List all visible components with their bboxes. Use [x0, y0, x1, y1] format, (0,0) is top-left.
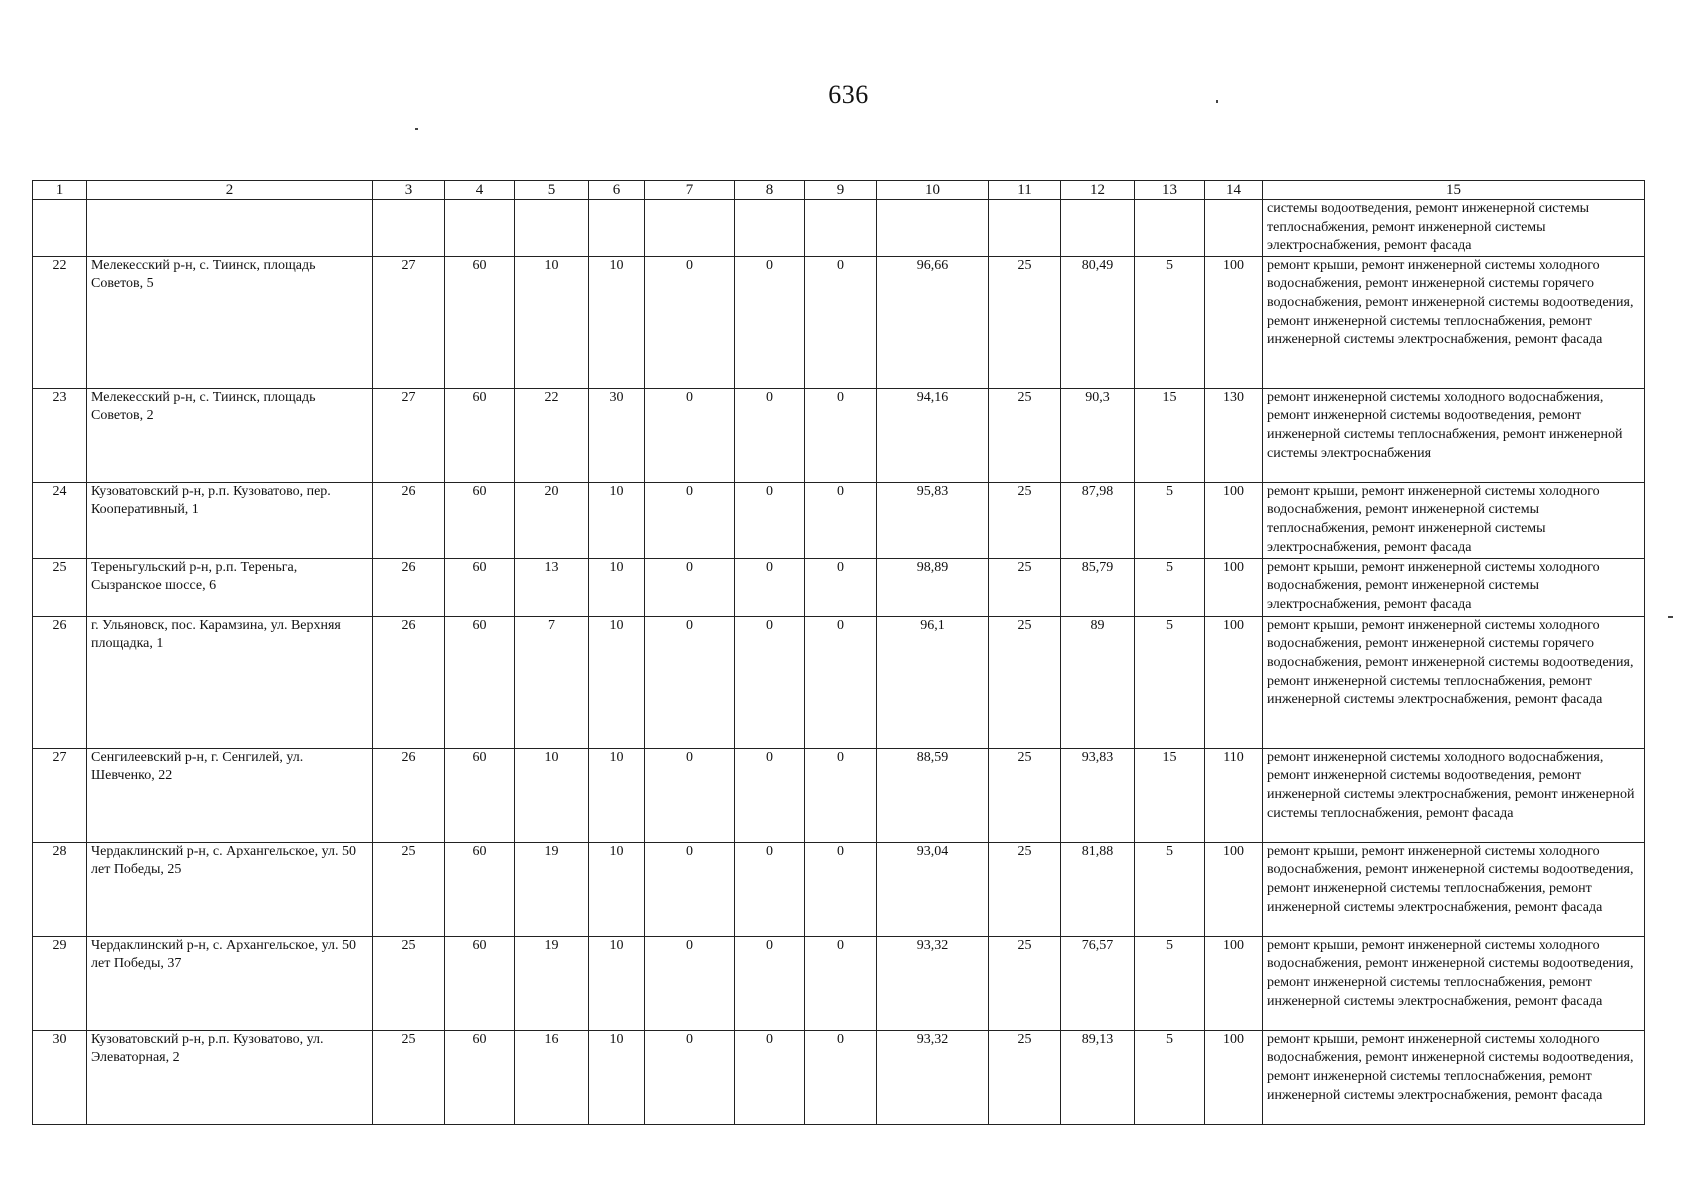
column-header: 5 [515, 181, 589, 200]
table-row [33, 748, 1645, 842]
cell-col10: 98,89 [877, 558, 989, 616]
cell-col8: 0 [735, 558, 805, 616]
cell-col6: 30 [589, 388, 645, 482]
cell-col5: 16 [515, 1030, 589, 1124]
building-address: г. Ульяновск, пос. Карамзина, ул. Верхняя площадка, 1 [87, 616, 373, 748]
cell-col5: 13 [515, 558, 589, 616]
cell-col3: 25 [373, 1030, 445, 1124]
cell-col3: 26 [373, 482, 445, 558]
works-list: ремонт крыши, ремонт инженерной системы холодного водоснабжения, ремонт инженерной системы теплоснабжения, ремонт инженерной системы электроснабжения, ремонт фасада [1263, 482, 1645, 558]
cell-col3: 26 [373, 748, 445, 842]
cell-col10: 93,32 [877, 1030, 989, 1124]
cell-col4: 60 [445, 616, 515, 748]
cell-col5: 10 [515, 748, 589, 842]
cell-col10: 93,32 [877, 936, 989, 1030]
cell-col7: 0 [645, 482, 735, 558]
cell-col9: 0 [805, 558, 877, 616]
building-address: Тереньгульский р-н, р.п. Тереньга, Сызранское шоссе, 6 [87, 558, 373, 616]
cell-col14: 100 [1205, 616, 1263, 748]
cell-col3: 26 [373, 558, 445, 616]
cell-col4: 60 [445, 388, 515, 482]
cell-col3: 25 [373, 936, 445, 1030]
cell-col10: 96,1 [877, 616, 989, 748]
cell-col7: 0 [645, 256, 735, 388]
building-address: Кузоватовский р-н, р.п. Кузоватово, пер. Кооперативный, 1 [87, 482, 373, 558]
cell-col13: 5 [1135, 558, 1205, 616]
cell-col8: 0 [735, 842, 805, 936]
cell-col8: 0 [735, 256, 805, 388]
building-address: Мелекесский р-н, с. Тиинск, площадь Советов, 5 [87, 256, 373, 388]
page-number: 636 [828, 80, 869, 109]
cell-col6: 10 [589, 748, 645, 842]
cell-col6: 10 [589, 482, 645, 558]
column-header: 12 [1061, 181, 1135, 200]
cell-col11: 25 [989, 616, 1061, 748]
cell-col11: 25 [989, 558, 1061, 616]
works-list: ремонт крыши, ремонт инженерной системы холодного водоснабжения, ремонт инженерной системы водоотведения, ремонт инженерной системы теплоснабжения, ремонт инженерной системы электроснабжения, ремонт фасада [1263, 1030, 1645, 1124]
scan-speck [1216, 100, 1218, 103]
cell-col5: 7 [515, 616, 589, 748]
cell-col12: 89,13 [1061, 1030, 1135, 1124]
cell-col13: 5 [1135, 1030, 1205, 1124]
table-row [33, 482, 1645, 558]
column-header: 1 [33, 181, 87, 200]
cell-col4: 60 [445, 1030, 515, 1124]
cell-col9: 0 [805, 936, 877, 1030]
cell-col4: 60 [445, 748, 515, 842]
table-row [33, 616, 1645, 748]
building-address: Мелекесский р-н, с. Тиинск, площадь Советов, 2 [87, 388, 373, 482]
cell-col3: 25 [373, 842, 445, 936]
cell-col13: 15 [1135, 748, 1205, 842]
cell-col5: 20 [515, 482, 589, 558]
cell-col9: 0 [805, 388, 877, 482]
cell-col9: 0 [805, 842, 877, 936]
row-number: 26 [33, 616, 87, 748]
cell-col8: 0 [735, 1030, 805, 1124]
cell-col10: 95,83 [877, 482, 989, 558]
building-address: Сенгилеевский р-н, г. Сенгилей, ул. Шевченко, 22 [87, 748, 373, 842]
cell-col11: 25 [989, 936, 1061, 1030]
cell-col12: 90,3 [1061, 388, 1135, 482]
cell-col8: 0 [735, 482, 805, 558]
cell-col9: 0 [805, 748, 877, 842]
cell-col14: 130 [1205, 388, 1263, 482]
cell-col9: 0 [805, 616, 877, 748]
cell-col11: 25 [989, 388, 1061, 482]
cell-col7: 0 [645, 936, 735, 1030]
cell-col14: 100 [1205, 1030, 1263, 1124]
cell-col6: 10 [589, 936, 645, 1030]
row-number: 28 [33, 842, 87, 936]
row-number: 22 [33, 256, 87, 388]
row-number: 27 [33, 748, 87, 842]
continuation-row [33, 200, 1645, 257]
cell-col7: 0 [645, 388, 735, 482]
cell-col13: 5 [1135, 256, 1205, 388]
cell-col8: 0 [735, 388, 805, 482]
row-number: 25 [33, 558, 87, 616]
cell-col10: 93,04 [877, 842, 989, 936]
cell-col11: 25 [989, 842, 1061, 936]
cell-col12: 87,98 [1061, 482, 1135, 558]
table-row [33, 558, 1645, 616]
cell-col14: 100 [1205, 558, 1263, 616]
table-row [33, 1030, 1645, 1124]
works-list: ремонт крыши, ремонт инженерной системы холодного водоснабжения, ремонт инженерной системы горячего водоснабжения, ремонт инженерной системы водоотведения, ремонт инженерной системы теплоснабжения, ремонт инженерной системы электроснабжения, ремонт фасада [1263, 616, 1645, 748]
column-header: 11 [989, 181, 1061, 200]
building-address: Чердаклинский р-н, с. Архангельское, ул. 50 лет Победы, 25 [87, 842, 373, 936]
cell-col3: 26 [373, 616, 445, 748]
table-row [33, 256, 1645, 388]
repair-program-table [32, 180, 1645, 1125]
cell-col4: 60 [445, 842, 515, 936]
table-row [33, 936, 1645, 1030]
cell-col9: 0 [805, 256, 877, 388]
column-header: 10 [877, 181, 989, 200]
works-list: ремонт крыши, ремонт инженерной системы холодного водоснабжения, ремонт инженерной системы водоотведения, ремонт инженерной системы теплоснабжения, ремонт инженерной системы электроснабжения, ремонт фасада [1263, 842, 1645, 936]
cell-col13: 5 [1135, 936, 1205, 1030]
cell-col11: 25 [989, 1030, 1061, 1124]
cell-col6: 10 [589, 1030, 645, 1124]
cell-col12: 76,57 [1061, 936, 1135, 1030]
cell-col13: 5 [1135, 482, 1205, 558]
column-header: 3 [373, 181, 445, 200]
cell-col14: 100 [1205, 482, 1263, 558]
cell-col10: 96,66 [877, 256, 989, 388]
scan-speck [415, 128, 418, 130]
column-header: 9 [805, 181, 877, 200]
cell-col12: 93,83 [1061, 748, 1135, 842]
works-list: ремонт крыши, ремонт инженерной системы холодного водоснабжения, ремонт инженерной системы водоотведения, ремонт инженерной системы теплоснабжения, ремонт инженерной системы электроснабжения, ремонт фасада [1263, 936, 1645, 1030]
table-row [33, 388, 1645, 482]
column-header: 14 [1205, 181, 1263, 200]
cell-col8: 0 [735, 748, 805, 842]
building-address: Кузоватовский р-н, р.п. Кузоватово, ул. Элеваторная, 2 [87, 1030, 373, 1124]
cell-col3: 27 [373, 388, 445, 482]
column-header: 4 [445, 181, 515, 200]
cell-col9: 0 [805, 1030, 877, 1124]
cell-col12: 80,49 [1061, 256, 1135, 388]
cell-col5: 10 [515, 256, 589, 388]
column-header: 2 [87, 181, 373, 200]
cell-col6: 10 [589, 616, 645, 748]
works-list: ремонт крыши, ремонт инженерной системы холодного водоснабжения, ремонт инженерной системы электроснабжения, ремонт фасада [1263, 558, 1645, 616]
cell-col3: 27 [373, 256, 445, 388]
cell-col7: 0 [645, 558, 735, 616]
row-number: 23 [33, 388, 87, 482]
cell-col14: 110 [1205, 748, 1263, 842]
cell-col7: 0 [645, 1030, 735, 1124]
column-header: 8 [735, 181, 805, 200]
cell-col7: 0 [645, 842, 735, 936]
column-header: 13 [1135, 181, 1205, 200]
cell-col8: 0 [735, 616, 805, 748]
cell-col5: 19 [515, 842, 589, 936]
cell-col11: 25 [989, 482, 1061, 558]
cell-col10: 88,59 [877, 748, 989, 842]
cell-col14: 100 [1205, 936, 1263, 1030]
cell-col7: 0 [645, 748, 735, 842]
cell-col5: 19 [515, 936, 589, 1030]
cell-col6: 10 [589, 842, 645, 936]
column-number-header [33, 181, 1645, 200]
cell-col6: 10 [589, 256, 645, 388]
cell-col14: 100 [1205, 842, 1263, 936]
cell-col6: 10 [589, 558, 645, 616]
works-list: ремонт инженерной системы холодного водоснабжения, ремонт инженерной системы водоотведения, ремонт инженерной системы электроснабжения, ремонт инженерной системы теплоснабжения, ремонт фасада [1263, 748, 1645, 842]
cell-col4: 60 [445, 936, 515, 1030]
scan-speck [1668, 616, 1673, 618]
cell-col10: 94,16 [877, 388, 989, 482]
column-header: 6 [589, 181, 645, 200]
cell-col7: 0 [645, 616, 735, 748]
column-header: 7 [645, 181, 735, 200]
cell-col12: 89 [1061, 616, 1135, 748]
row-number: 30 [33, 1030, 87, 1124]
cell-col4: 60 [445, 482, 515, 558]
cell-col14: 100 [1205, 256, 1263, 388]
cell-col13: 15 [1135, 388, 1205, 482]
row-number: 29 [33, 936, 87, 1030]
cell-col5: 22 [515, 388, 589, 482]
cell-col11: 25 [989, 256, 1061, 388]
table-row [33, 842, 1645, 936]
cell-col4: 60 [445, 558, 515, 616]
cell-col12: 81,88 [1061, 842, 1135, 936]
column-header: 15 [1263, 181, 1645, 200]
works-list: ремонт инженерной системы холодного водоснабжения, ремонт инженерной системы водоотведения, ремонт инженерной системы теплоснабжения, ремонт инженерной системы электроснабжения [1263, 388, 1645, 482]
cell-col13: 5 [1135, 842, 1205, 936]
cell-col9: 0 [805, 482, 877, 558]
cell-col11: 25 [989, 748, 1061, 842]
works-list: системы водоотведения, ремонт инженерной системы теплоснабжения, ремонт инженерной системы электроснабжения, ремонт фасада [1263, 200, 1645, 257]
works-list: ремонт крыши, ремонт инженерной системы холодного водоснабжения, ремонт инженерной системы горячего водоснабжения, ремонт инженерной системы водоотведения, ремонт инженерной системы теплоснабжения, ремонт инженерной системы электроснабжения, ремонт фасада [1263, 256, 1645, 388]
row-number: 24 [33, 482, 87, 558]
building-address: Чердаклинский р-н, с. Архангельское, ул. 50 лет Победы, 37 [87, 936, 373, 1030]
cell-col13: 5 [1135, 616, 1205, 748]
cell-col4: 60 [445, 256, 515, 388]
cell-col8: 0 [735, 936, 805, 1030]
cell-col12: 85,79 [1061, 558, 1135, 616]
